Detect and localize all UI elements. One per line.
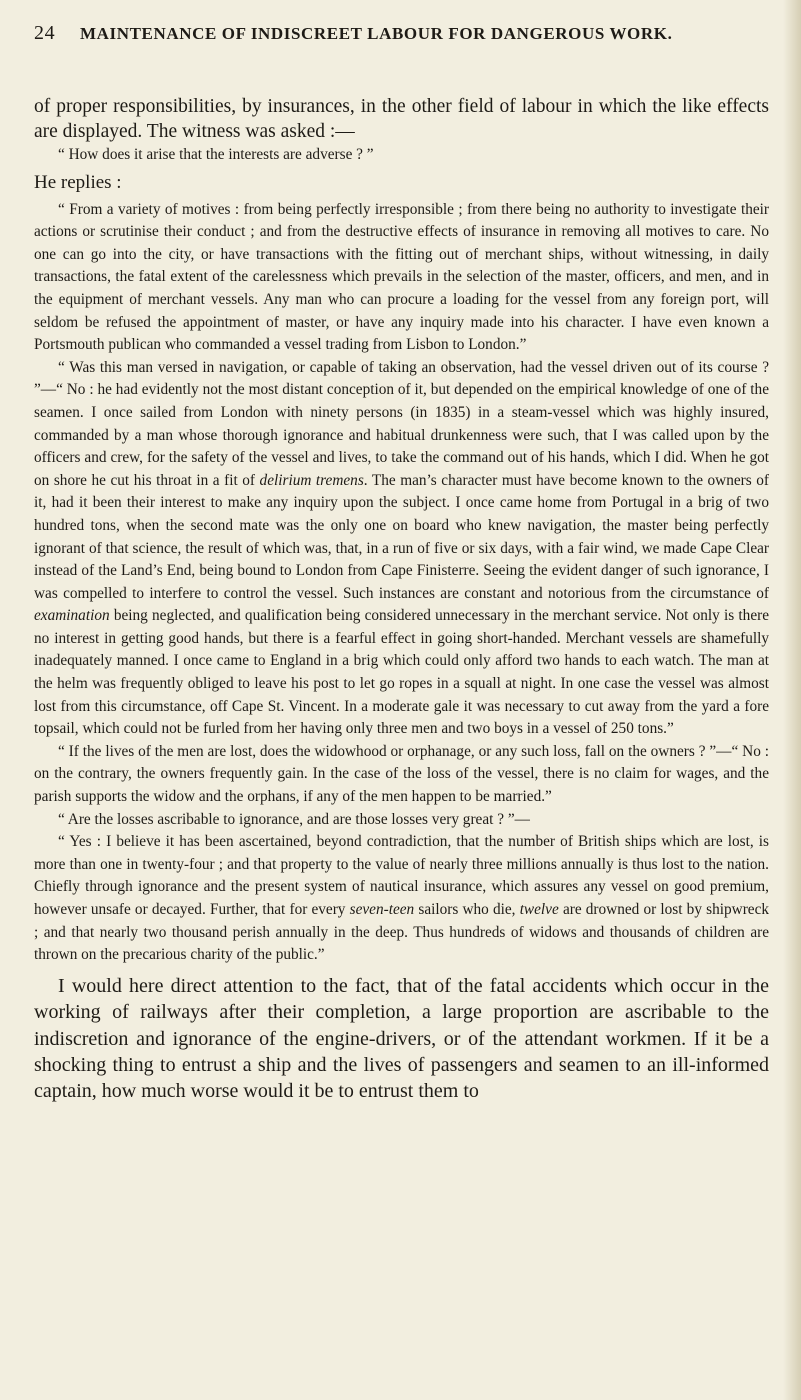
witness-question: “ How does it arise that the interests are adverse ? ” <box>58 146 374 163</box>
closing-paragraph: I would here direct attention to the fact, that of the fatal accidents which occur in the working of railways after their completion, a large proportion are ascribable to the indiscretion and ignorance of the engine-drivers, or of the attendant workmen. If it be a shocking thing to entrust a ship and the lives of passengers and seamen to an ill-informed captain, how much worse would it be to entrust them to <box>34 974 769 1103</box>
reply-paragraph-2 <box>34 357 769 741</box>
reply-paragraph-5-part-2: sailors who die, <box>414 901 520 918</box>
question-paragraph-4: “ Are the losses ascribable to ignorance, and are those losses very great ? ”— <box>58 810 530 828</box>
reply-paragraph-2-part-3: being neglected, and qualification being considered unnecessary in the merchant service. Not only is there no interest in getting good hands, but there is a fearful effect in going short-handed. Merchant vessels are shamefully inadequately manned. I once came to England in a brig which could only afford two hands to each watch. The man at the helm was frequently obliged to leave his post to let go ropes in a squall at night. In one case the vessel was almost lost from this circumstance, off Cape St. Vincent. In a moderate gale it was necessary to cut away from the yard a fore topsail, which could not be furled from her having only three men and two boys in a vessel of 250 tons.” <box>34 607 769 738</box>
reply-paragraph-2-part-1: “ Was this man versed in navigation, or capable of taking an observation, had the vessel driven out of its course ? ”—“ No : he had evidently not the most distant conception of it, but depended on the empirical knowledge of one of the seamen. I once sailed from London with ninety persons (in 1835) in a steam-vessel which was highly insured, commanded by a man whose thorough ignorance and habitual drunkenness were such, that I was called upon by the officers and crew, for the safety of the vessel and lives, to take the command out of his hands, which I did. When he got on shore he cut his throat in a fit of <box>34 358 769 489</box>
reply-paragraph-3: “ If the lives of the men are lost, does the widowhood or orphanage, or any such loss, fall on the owners ? ”—“ No : on the contrary, the owners frequently gain. In the case of the loss of the vessel, there is no claim for wages, and the parish supports the widow and the orphans, if any of the men happen to be married.” <box>34 742 769 806</box>
reply-paragraph-5 <box>34 831 769 967</box>
replies-label: He replies : <box>34 171 122 193</box>
seventeen-italic: seven-teen <box>349 901 415 918</box>
chapter-title: MAINTENANCE OF INDISCREET LABOUR FOR DANGEROUS WORK. <box>80 24 673 43</box>
page-edge-shadow <box>783 0 801 1400</box>
running-head <box>34 22 769 62</box>
book-page <box>34 22 769 1105</box>
reply-paragraph-5-part-3: are drowned or lost by shipwreck ; and that nearly two thousand perish annually in the deep. Thus hundreds of widows and thousands of children are thrown on the precarious charity of the public.” <box>34 901 770 964</box>
reply-paragraph-5-part-1: “ Yes : I believe it has been ascertained, beyond contradiction, that the number of British ships which are lost, is more than one in twenty-four ; and that property to the value of nearly three millions annually is thus lost to the nation. Chiefly through ignorance and the present system of nautical insurance, which assures any vessel on good premium, however unsafe or decayed. Further, that for every <box>34 833 769 918</box>
opening-paragraph: of proper responsibilities, by insurances, in the other field of labour in which the like effects are displayed. The witness was asked :— <box>34 96 769 142</box>
reply-paragraph-2-part-2: . The man’s character must have become known to the owners of it, had it been their interest to make any inquiry upon the subject. I once came home from Portugal in a brig of two hundred tons, when the second mate was the only one on board who knew navigation, the master being perfectly ignorant of that science, the result of which was, that, in a run of five or six days, with a fair wind, we made Cape Clear instead of the Land’s End, being bound to London from Cape Finisterre. Seeing the evident danger of such ignorance, I was compelled to interfere to control the vessel. Such instances are constant and notorious from the circumstance of <box>34 471 770 602</box>
page-number: 24 <box>34 22 56 44</box>
twelve-italic: twelve <box>519 901 559 918</box>
reply-paragraph-1: “ From a variety of motives : from being perfectly irresponsible ; from there being no authority to investigate their actions or scrutinise their conduct ; and from the destructive effects of insurance in removing all motives to care. No one can go into the city, or have transactions with the fitting out of merchant ships, without witnessing, in daily transactions, the fatal extent of the carelessness which prevails in the selection of the master, officers, and men, and in the equipment of merchant vessels. Any man who can procure a loading for the vessel from any foreign port, will seldom be refused the appointment of master, or have any inquiry made into his character. I have even known a Portsmouth publican who commanded a vessel trading from Lisbon to London.” <box>34 200 769 354</box>
delirium-tremens-italic: delirium tremens <box>259 471 364 489</box>
examination-italic: examination <box>34 607 110 625</box>
